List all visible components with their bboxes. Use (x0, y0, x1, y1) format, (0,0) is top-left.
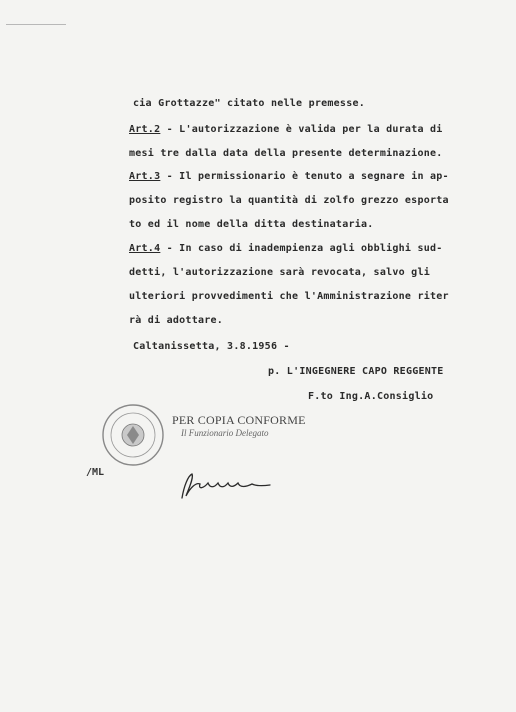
round-seal-stamp (98, 402, 168, 468)
text-line-2: - L'autorizzazione è valida per la durata di (166, 124, 443, 135)
top-rule (6, 24, 66, 25)
margin-note: /ML (86, 467, 105, 478)
text-line-4: - Il permissionario è tenuto a segnare in ap- (166, 171, 449, 182)
stamp-subtitle: Il Funzionario Delegato (181, 428, 269, 438)
article-4-line (129, 243, 443, 254)
text-line-5: posito registro la quantità di zolfo grezzo esporta (129, 195, 449, 206)
handwritten-signature (176, 468, 276, 502)
article-3-label: Art.3 (129, 171, 161, 182)
text-line-3: mesi tre dalla data della presente determinazione. (129, 148, 443, 159)
article-2-label: Art.2 (129, 124, 161, 135)
signatory-title: p. L'INGEGNERE CAPO REGGENTE (268, 366, 444, 377)
article-3-line (129, 171, 449, 182)
text-line-6: to ed il nome della ditta destinataria. (129, 219, 374, 230)
text-line-1: cia Grottazze" citato nelle premesse. (133, 98, 366, 109)
text-line-7: - In caso di inadempienza agli obblighi sud- (166, 243, 443, 254)
text-line-8: detti, l'autorizzazione sarà revocata, salvo gli (129, 267, 430, 278)
signatory-name: F.to Ing.A.Consiglio (308, 391, 434, 402)
article-2-line (129, 124, 443, 135)
text-line-9: ulteriori provvedimenti che l'Amministrazione riter (129, 291, 449, 302)
text-line-10: rà di adottare. (129, 315, 224, 326)
place-date: Caltanissetta, 3.8.1956 - (133, 341, 290, 352)
article-4-label: Art.4 (129, 243, 161, 254)
stamp-title: PER COPIA CONFORME (172, 413, 306, 427)
